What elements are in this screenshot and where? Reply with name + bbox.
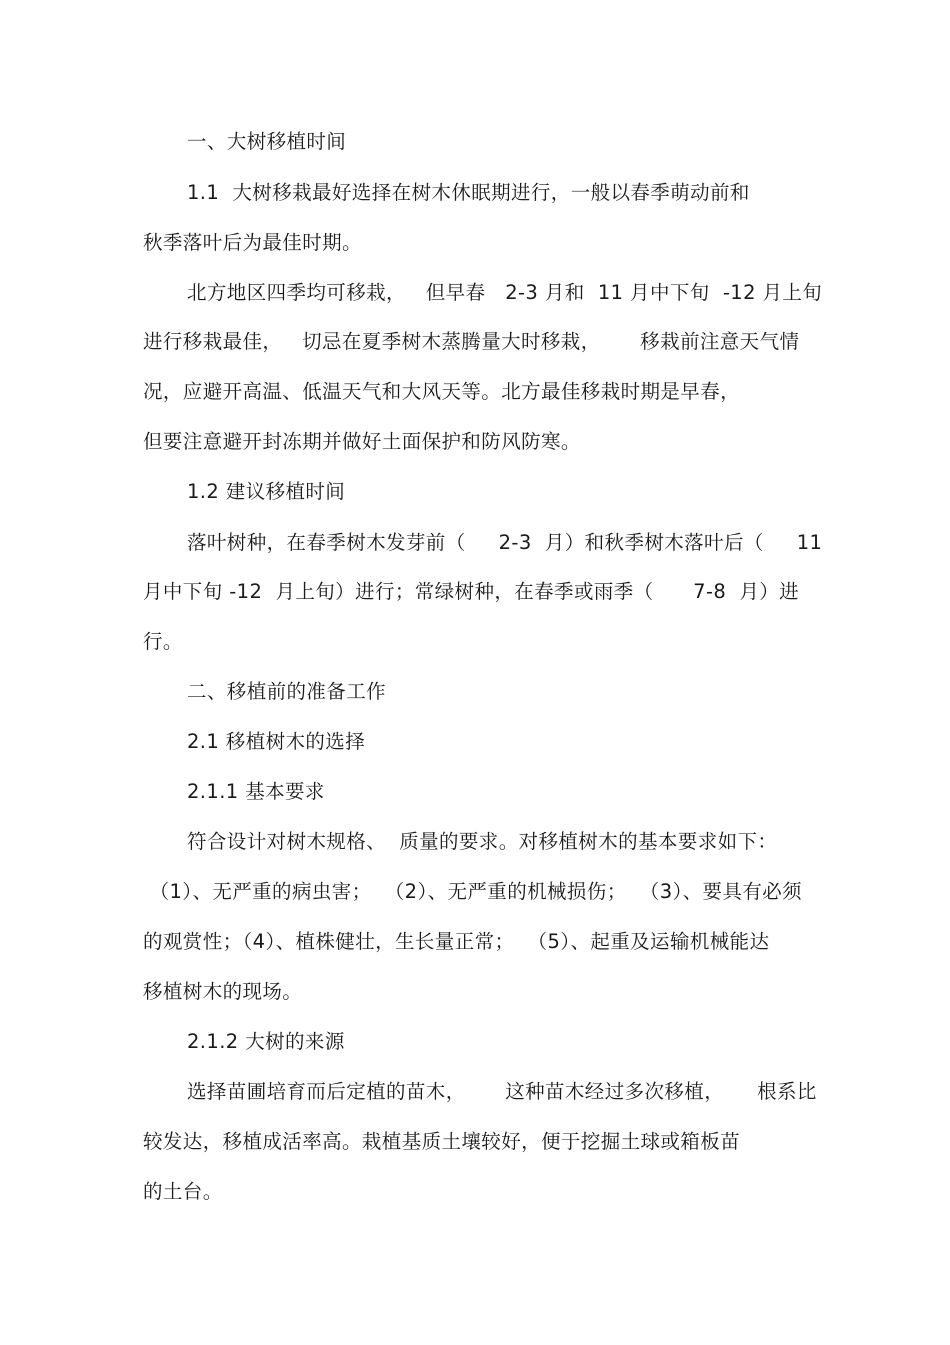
heading-subsection-2-1-1: 2.1.1 基本要求 — [187, 780, 325, 803]
paragraph-line: 移植树木的现场。 — [143, 980, 303, 1003]
paragraph-line: 况，应避开高温、低温天气和大风天等。北方最佳移栽时期是早春， — [143, 380, 741, 403]
heading-section-1: 一、大树移植时间 — [187, 130, 347, 153]
paragraph-line: 的观赏性；（4）、植株健壮，生长量正常； （5）、起重及运输机械能达 — [143, 930, 770, 953]
paragraph-line: 秋季落叶后为最佳时期。 — [143, 231, 362, 254]
paragraph-line: 行。 — [143, 630, 183, 653]
paragraph-line: 的土台。 — [143, 1180, 223, 1203]
heading-section-2: 二、移植前的准备工作 — [187, 680, 387, 703]
paragraph-line: 较发达，移植成活率高。栽植基质土壤较好，便于挖掘土球或箱板苗 — [143, 1130, 741, 1153]
paragraph-line: 进行移栽最佳， 切忌在夏季树木蒸腾量大时移栽， 移栽前注意天气情 — [143, 330, 800, 353]
paragraph-line: 月中下旬 -12 月上旬）进行；常绿树种，在春季或雨季（ 7-8 月）进 — [143, 580, 800, 603]
paragraph-line: 1.1 大树移栽最好选择在树木休眠期进行，一般以春季萌动前和 — [187, 181, 750, 204]
paragraph-line: 选择苗圃培育而后定植的苗木， 这种苗木经过多次移植， 根系比 — [187, 1080, 817, 1103]
heading-subsection-1-2: 1.2 建议移植时间 — [187, 480, 346, 503]
heading-subsection-2-1: 2.1 移植树木的选择 — [187, 730, 366, 753]
paragraph-line: 但要注意避开封冻期并做好土面保护和防风防寒。 — [143, 430, 581, 453]
paragraph-line: 符合设计对树木规格、 质量的要求。对移植树木的基本要求如下： — [187, 830, 778, 853]
heading-subsection-2-1-2: 2.1.2 大树的来源 — [187, 1030, 345, 1053]
paragraph-line: 北方地区四季均可移栽， 但早春 2-3 月和 11 月中下旬 -12 月上旬 — [187, 281, 823, 304]
paragraph-line: （1）、无严重的病虫害； （2）、无严重的机械损伤； （3）、要具有必须 — [143, 880, 803, 903]
paragraph-line: 落叶树种，在春季树木发芽前（ 2-3 月）和秋季树木落叶后（ 11 — [187, 531, 823, 554]
